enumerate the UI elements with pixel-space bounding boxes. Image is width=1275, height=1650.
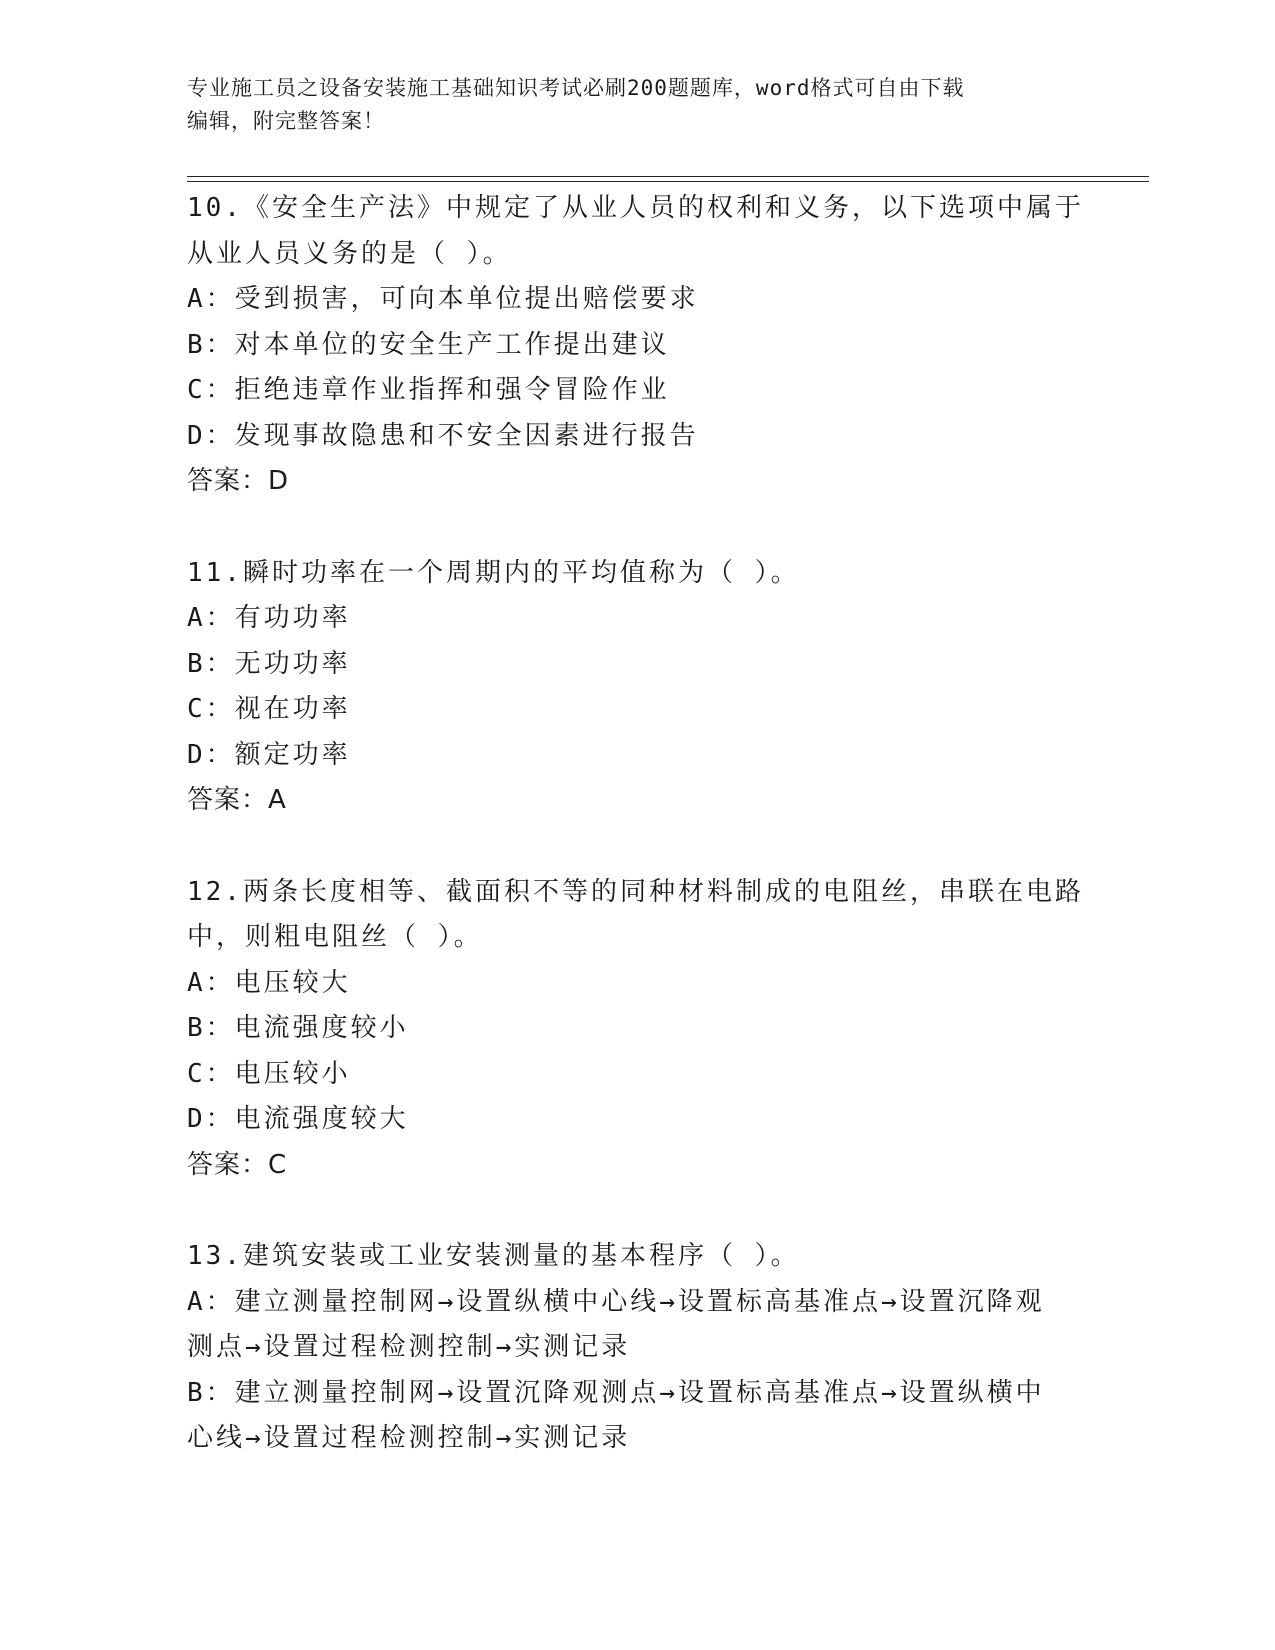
question-11 (187, 551, 1087, 824)
question-stem: 从业人员义务的是（ ）。 (187, 238, 512, 269)
option-a-continued: 测点→设置过程检测控制→实测记录 (187, 1332, 631, 1362)
option-c: C：拒绝违章作业指挥和强令冒险作业 (187, 375, 670, 405)
answer: 答案：A (187, 785, 287, 815)
question-stem: 10.《安全生产法》中规定了从业人员的权利和义务，以下选项中属于 (187, 193, 1084, 223)
question-list (187, 186, 1087, 1508)
option-a: A：有功功率 (187, 603, 351, 633)
option-d: D：电流强度较大 (187, 1104, 409, 1134)
answer: 答案：D (187, 466, 290, 496)
option-a: A：建立测量控制网→设置纵横中心线→设置标高基准点→设置沉降观 (187, 1286, 1045, 1317)
option-b: B：对本单位的安全生产工作提出建议 (187, 329, 670, 360)
question-13 (187, 1234, 1087, 1462)
option-a: A：电压较大 (187, 967, 351, 998)
question-12 (187, 870, 1087, 1189)
header-divider (187, 176, 1149, 177)
option-c: C：视在功率 (187, 694, 351, 724)
option-d: D：额定功率 (187, 739, 351, 770)
question-stem: 13.建筑安装或工业安装测量的基本程序（ ）。 (187, 1241, 800, 1271)
header-line: 专业施工员之设备安装施工基础知识考试必刷200题题库，word格式可自由下载 (187, 76, 965, 100)
option-c: C：电压较小 (187, 1058, 351, 1089)
option-b: B：电流强度较小 (187, 1013, 409, 1043)
question-10 (187, 186, 1087, 505)
document-header (187, 72, 1067, 138)
question-stem: 12.两条长度相等、截面积不等的同种材料制成的电阻丝，串联在电路 (187, 876, 1084, 907)
question-stem: 中，则粗电阻丝（ ）。 (187, 922, 483, 952)
header-line: 编辑，附完整答案！ (187, 109, 385, 133)
question-stem: 11.瞬时功率在一个周期内的平均值称为（ ）。 (187, 557, 800, 588)
option-b: B：无功功率 (187, 648, 351, 679)
answer: 答案：C (187, 1149, 288, 1180)
option-d: D：发现事故隐患和不安全因素进行报告 (187, 420, 699, 451)
option-b: B：建立测量控制网→设置沉降观测点→设置标高基准点→设置纵横中 (187, 1377, 1045, 1408)
option-a: A：受到损害，可向本单位提出赔偿要求 (187, 284, 699, 314)
header-divider (187, 181, 1149, 182)
option-b-continued: 心线→设置过程检测控制→实测记录 (187, 1423, 631, 1453)
